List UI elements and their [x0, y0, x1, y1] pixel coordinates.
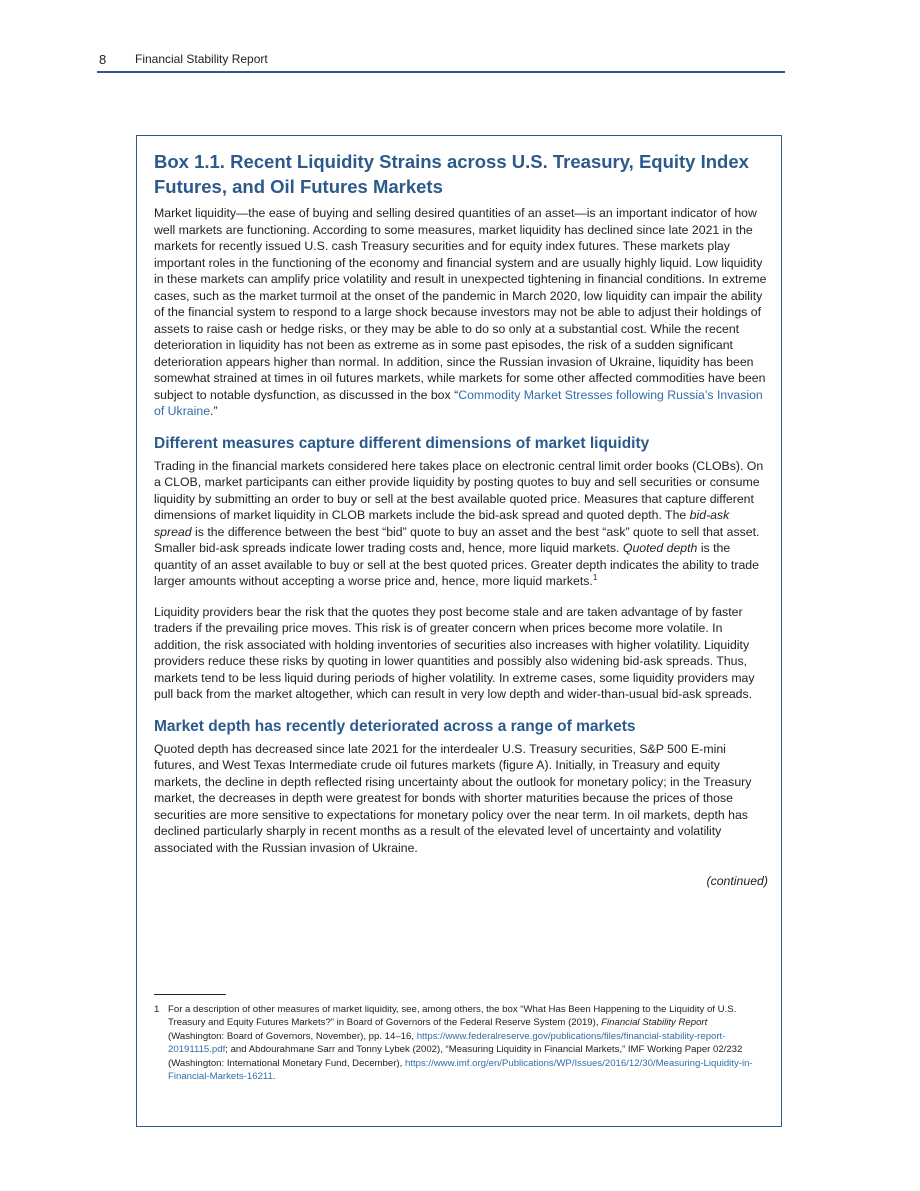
- term-quoted-depth: Quoted depth: [622, 541, 698, 555]
- footnote-text-3: ; and Abdourahmane Sarr and Tonny Lybek (2002), “Measuring Liquidity in Financial Markets,” IMF Working Paper 02/232 (Washington: International Monetary Fund, December),: [168, 1044, 743, 1069]
- footnote-rule: [154, 994, 226, 995]
- footnote-number: 1: [154, 1004, 160, 1015]
- measures-text-a: Trading in the financial markets considered here takes place on electronic central limit order books (CLOBs). On a CLOB, market participants can either provide liquidity by posting quotes to buy and sell securities or consume liquidity by submitting an order to buy or sell at the best available quoted price. Measures that capture different dimensions of market liquidity in CLOB markets include the bid-ask spread and quoted depth. The: [154, 458, 764, 522]
- footnote-text-2: (Washington: Board of Governors, November), pp. 14–16,: [168, 1030, 417, 1042]
- footnote-ref-1[interactable]: 1: [592, 573, 598, 582]
- term-bid-ask-spread: bid-ask spread: [154, 508, 730, 539]
- footnote-report-title: Financial Stability Report: [601, 1017, 708, 1029]
- footnote-text-1: For a description of other measures of market liquidity, see, among others, the box “What Has Been Happening to the Liquidity of U.S. Treasury and Equity Futures Markets?” in Board of Governors of the Federal Reserve System (2019),: [168, 1004, 737, 1029]
- depth-paragraph-1: Quoted depth has decreased since late 2021 for the interdealer U.S. Treasury securities, S&P 500 E-mini futures, and West Texas Intermediate crude oil futures markets (figure A). Initially, in Treasury and equity markets, the decline in depth reflected rising uncertainty about the outlook for monetary policy; in the Treasury market, the decreases in depth were greatest for bonds with shorter maturities because the prices of those securities are more sensitive to expectations for monetary policy over the near term. In oil markets, depth has declined particularly sharply in recent months as a result of the elevated level of uncertainty and volatility associated with the Russian invasion of Ukraine.: [154, 741, 752, 855]
- commodity-box-link[interactable]: Commodity Market Stresses following Russia’s Invasion of Ukraine: [154, 387, 763, 418]
- page-number: 8: [99, 52, 107, 67]
- section-heading-depth: Market depth has recently deteriorated across a range of markets: [154, 717, 636, 735]
- measures-paragraph-2: Liquidity providers bear the risk that the quotes they post become stale and are taken advantage of by faster traders if the prevailing price moves. This risk is of greater concern when prices become more volatile. In addition, the risk associated with holding inventories of securities also increases with higher volatility. Liquidity providers reduce these risks by quoting in lower quantities and possibly also widening bid-ask spreads. Thus, markets tend to be less liquid during periods of higher volatility. In extreme cases, some liquidity providers may pull back from the market altogether, which can result in very low depth and wider-than-usual bid-ask spreads.: [154, 604, 755, 701]
- footnote-text: [168, 1003, 754, 1083]
- box-title: Box 1.1. Recent Liquidity Strains across U.S. Treasury, Equity Index Futures, and Oil Futures Markets: [154, 151, 749, 197]
- footnote-text-4: .: [272, 1071, 276, 1083]
- page-header: [97, 50, 785, 70]
- box-content: [154, 149, 768, 890]
- footnote-link-fed[interactable]: https://www.federalreserve.gov/publications/files/financial-stability-report-20191115.pdf: [168, 1030, 726, 1056]
- intro-paragraph: [154, 205, 768, 420]
- measures-text-b: is the difference between the best “bid” quote to buy an asset and the best “ask” quote to sell that asset. Smaller bid-ask spreads indicate lower trading costs and, hence, more liquid markets.: [154, 524, 760, 555]
- header-rule: [97, 71, 785, 73]
- continued-note: (continued): [706, 874, 768, 888]
- section-heading-measures: Different measures capture different dimensions of market liquidity: [154, 434, 650, 452]
- intro-text: Market liquidity—the ease of buying and selling desired quantities of an asset—is an important indicator of how well markets are functioning. According to some measures, market liquidity has declined since late 2021 in the markets for recently issued U.S. cash Treasury securities and for equity index futures. These markets play important roles in the functioning of the economy and financial system and are usually highly liquid. Low liquidity in these markets can amplify price volatility and result in unexpected tightening in financial conditions. In extreme cases, such as the market turmoil at the onset of the pandemic in March 2020, low liquidity can impair the ability of the financial system to respond to a large shock because investors may not be able to adjust their holdings of assets to raise cash or hedge risks, or they may be able to do so only at a substantial cost. While the recent deterioration in liquidity has not been as extreme as in some past episodes, the risk of a sudden significant deterioration appears higher than normal. In addition, since the Russian invasion of Ukraine, liquidity has been somewhat strained at times in oil futures markets, while markets for some other affected commodities have been subject to notable dysfunction, as discussed in the box “: [154, 206, 767, 402]
- footnote: [154, 1003, 754, 1083]
- measures-paragraph-1: [154, 458, 768, 590]
- intro-end: .”: [210, 404, 218, 418]
- running-title: Financial Stability Report: [135, 52, 268, 66]
- measures-text-c: is the quantity of an asset available to buy or sell at the best quoted prices. Greater depth indicates the ability to trade larger amounts without accepting a worse price and, hence, more liquid markets.: [154, 541, 759, 588]
- footnote-link-imf[interactable]: https://www.imf.org/en/Publications/WP/Issues/2016/12/30/Measuring-Liquidity-in-Financial-Markets-16211: [168, 1057, 753, 1083]
